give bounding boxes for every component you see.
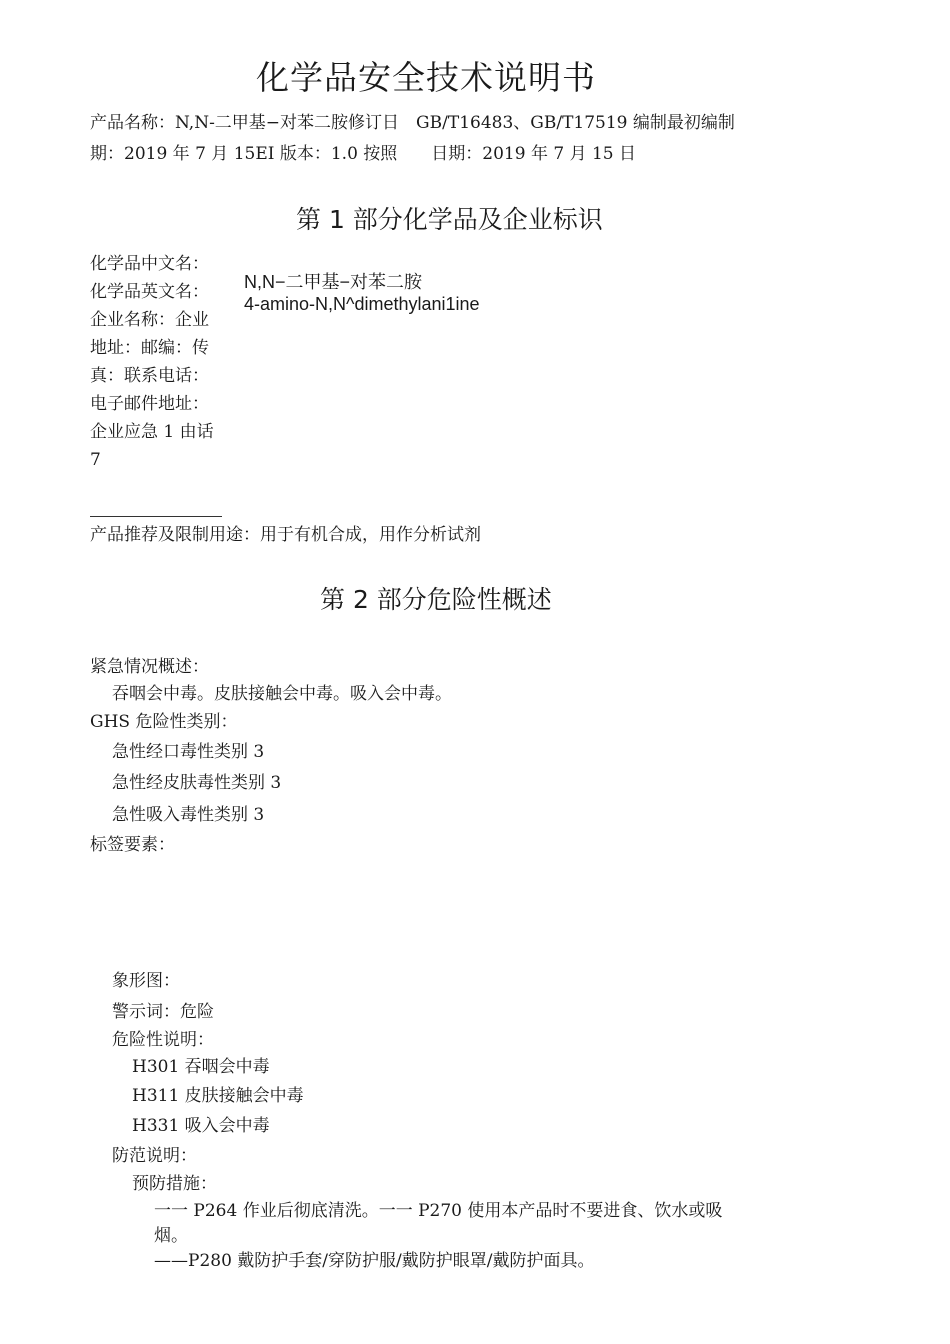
hazard-statement: H311 皮肤接触会中毒 <box>132 1086 304 1106</box>
label-elements-label: 标签要素： <box>90 835 175 855</box>
prevention-line: ——P280 戴防护手套/穿防护服/戴防护眼罩/戴防护面具。 <box>154 1251 595 1271</box>
pictogram-label: 象形图： <box>112 971 180 991</box>
prevention-label: 预防措施： <box>132 1174 217 1194</box>
prevention-line: 一一 P264 作业后彻底清洗。一一 P270 使用本产品时不要进食、饮水或吸 <box>154 1201 723 1221</box>
hazard-statement: H331 吸入会中毒 <box>132 1116 270 1136</box>
precaution-label: 防范说明： <box>112 1146 197 1166</box>
company-info-labels: 化学品中文名：化学品英文名：企业名称：企业地址：邮编：传真：联系电话：电子邮件地址：企业应急 1 由话 7 <box>90 254 214 470</box>
hazard-statements-label: 危险性说明： <box>112 1030 214 1050</box>
header-line-2: 期：2019 年 7 月 15EI 版本：1.0 按照 日期：2019 年 7 月 15 日 <box>90 144 637 164</box>
signal-word: 警示词：危险 <box>112 1002 214 1022</box>
document-title: 化学品安全技术说明书 <box>256 58 596 97</box>
recommended-usage: 产品推荐及限制用途：用于有机合成，用作分析试剂 <box>90 525 481 545</box>
emergency-label: 紧急情况概述： <box>90 657 209 677</box>
ghs-item: 急性经皮肤毒性类别 3 <box>112 773 282 793</box>
ghs-item: 急性吸入毒性类别 3 <box>112 805 265 825</box>
header-line-1: 产品名称：N,N-二甲基−对苯二胺修订日 GB/T16483、GB/T17519 编制最初编制 <box>90 113 735 133</box>
ghs-label: GHS 危险性类别： <box>90 712 238 732</box>
hazard-statement: H301 吞咽会中毒 <box>132 1057 270 1077</box>
label-underline <box>90 516 222 517</box>
prevention-line: 烟。 <box>154 1226 188 1246</box>
chemical-english-name: 4-amino-N,N^dimethylani1ine <box>244 294 480 314</box>
ghs-item: 急性经口毒性类别 3 <box>112 742 265 762</box>
section-2-heading: 第 2 部分危险性概述 <box>320 585 552 614</box>
chemical-chinese-name: N,N−二甲基−对苯二胺 <box>244 272 423 292</box>
section-1-heading: 第 1 部分化学品及企业标识 <box>296 205 603 234</box>
emergency-text: 吞咽会中毒。皮肤接触会中毒。吸入会中毒。 <box>112 684 452 704</box>
